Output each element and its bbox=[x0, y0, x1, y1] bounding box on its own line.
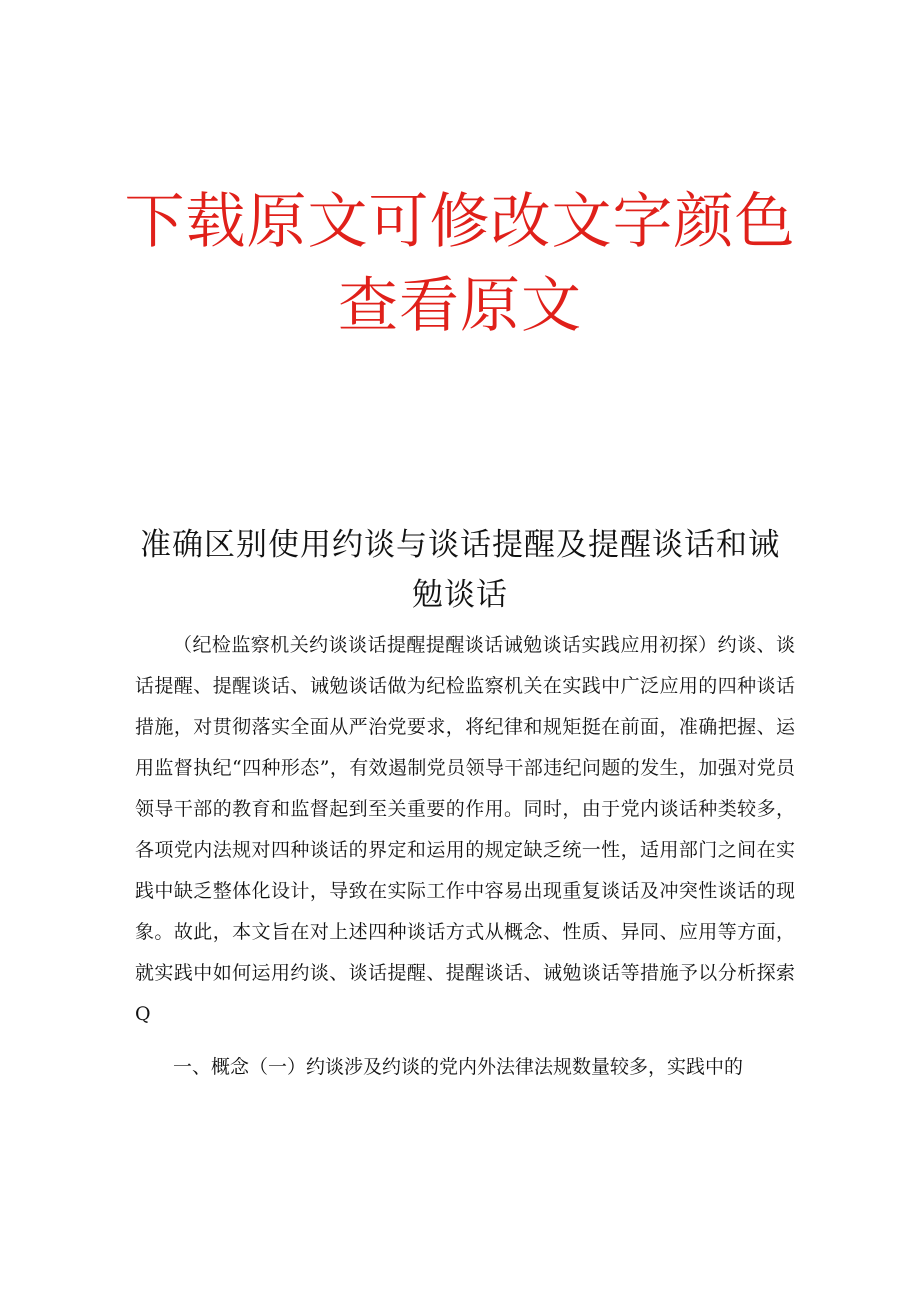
document-body bbox=[135, 625, 795, 1100]
document-title-line-2: 勉谈话 bbox=[412, 577, 508, 613]
banner-line-1: 下载原文可修改文字颜色 bbox=[124, 187, 796, 257]
download-banner bbox=[0, 180, 920, 348]
document-title bbox=[120, 520, 800, 620]
body-paragraph-2: 一、概念（一）约谈涉及约谈的党内外法律法规数量较多，实践中的 bbox=[173, 1056, 744, 1078]
document-title-line-1: 准确区别使用约谈与谈话提醒及提醒谈话和诫 bbox=[140, 527, 780, 563]
banner-line-2: 查看原文 bbox=[338, 271, 582, 341]
body-paragraph-1: （纪检监察机关约谈谈话提醒提醒谈话诫勉谈话实践应用初探）约谈、谈话提醒、提醒谈话、诫勉谈话做为纪检监察机关在实践中广泛应用的四种谈话措施，对贯彻落实全面从严治党要求，将纪律和规矩挺在前面，准确把握、运用监督执纪“四种形态”，有效遏制党员领导干部违纪问题的发生，加强对党员领导干部的教育和监督起到至关重要的作用。同时，由于党内谈话种类较多，各项党内法规对四种谈话的界定和运用的规定缺乏统一性，适用部门之间在实践中缺乏整体化设计，导致在实际工作中容易出现重复谈话及冲突性谈话的现象。故此，本文旨在对上述四种谈话方式从概念、性质、异同、应用等方面，就实践中如何运用约谈、谈话提醒、提醒谈话、诫勉谈话等措施予以分析探索Q bbox=[135, 634, 795, 1025]
